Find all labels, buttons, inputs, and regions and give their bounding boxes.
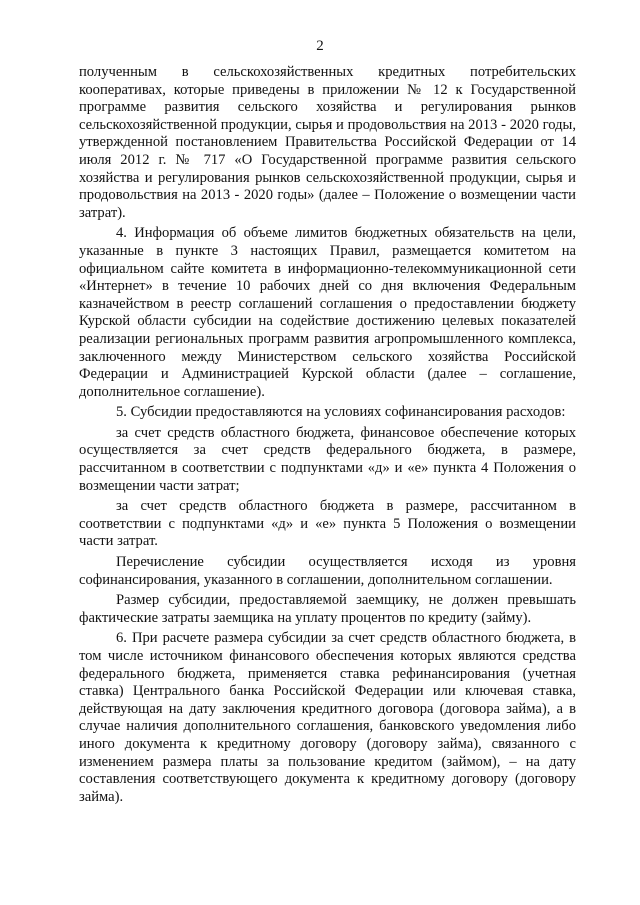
paragraph-5-federal: за счет средств областного бюджета, финансовое обеспечение которых осуществляется за счет средств федерального бюджета, в размере, рассчитанном в соответствии с подпунктами «д» и «е» пункта 4 Положения о возмещении части затрат; xyxy=(79,424,576,494)
paragraph-continuation: полученным в сельскохозяйственных кредитных потребительских кооперативах, которые приведены в приложении № 12 к Государственной программе развития сельского хозяйства и регулирования рынков сельскохозяйственной продукции, сырья и продовольствия на 2013 - 2020 годы, утвержденной постановлением Правительства Российской Федерации от 14 июля 2012 г. № 717 «О Государственной программе развития сельского хозяйства и регулирования рынков сельскохозяйственной продукции, сырья и продовольствия на 2013 - 2020 годы» (далее – Положение о возмещении части затрат). xyxy=(79,64,576,221)
paragraph-5-regional: за счет средств областного бюджета в размере, рассчитанном в соответствии с подпунктами «д» и «е» пункта 5 Положения о возмещении части затрат. xyxy=(79,498,576,550)
paragraph-subsidy-size: Размер субсидии, предоставляемой заемщику, не должен превышать фактические затраты заемщика на уплату процентов по кредиту (займу). xyxy=(79,592,576,626)
paragraph-transfer: Перечисление субсидии осуществляется исходя из уровня софинансирования, указанного в соглашении, дополнительном соглашении. xyxy=(79,554,576,588)
paragraph-4: 4. Информация об объеме лимитов бюджетных обязательств на цели, указанные в пункте 3 настоящих Правил, размещается комитетом на официальном сайте комитета в информационно-телекоммуникационной сети «Интернет» в течение 10 рабочих дней со дня включения Федеральным казначейством в реестр соглашений соглашения о предоставлении бюджету Курской области субсидии на содействие достижению целевых показателей реализации региональных программ развития агропромышленного комплекса, заключенного между Министерством сельского хозяйства Российской Федерации и Администрацией Курской области (далее – соглашение, дополнительное соглашение). xyxy=(79,225,576,400)
document-body xyxy=(79,64,576,809)
paragraph-5: 5. Субсидии предоставляются на условиях софинансирования расходов: xyxy=(116,404,566,421)
page-number: 2 xyxy=(316,38,324,54)
paragraph-6: 6. При расчете размера субсидии за счет средств областного бюджета, в том числе источником финансового обеспечения которых являются средства федерального бюджета, применяется ставка рефинансирования (учетная ставка) Центрального банка Российской Федерации или ключевая ставка, действующая на дату заключения кредитного договора (договора займа), а в случае наличия дополнительного соглашения, банковского уведомления либо иного документа к кредитному договору (договору займа), связанного с изменением размера платы за пользование кредитом (займом), – на дату составления соответствующего документа к кредитному договору (договору займа). xyxy=(79,630,576,805)
